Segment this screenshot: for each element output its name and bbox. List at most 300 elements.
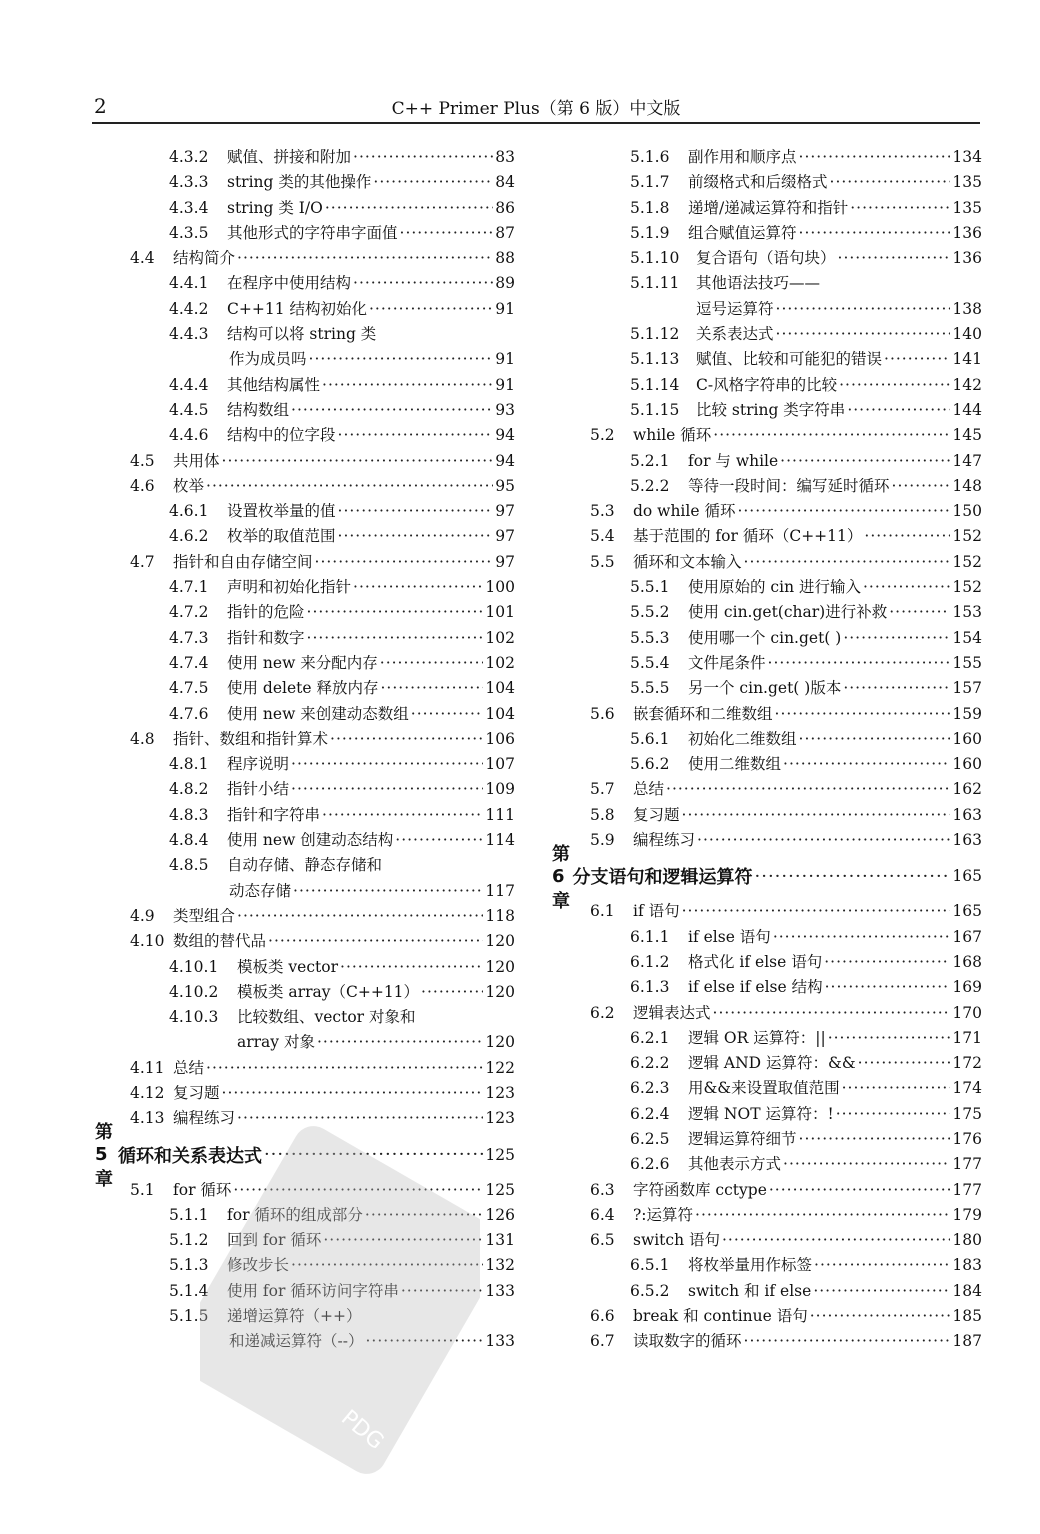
section-number: 5.4	[590, 527, 615, 546]
section-number: 4.6.2	[169, 527, 209, 546]
page-ref: 163	[952, 805, 982, 824]
section-title: string 类 I/O	[227, 198, 323, 217]
toc-subsection[interactable]	[95, 196, 515, 221]
toc-subsection[interactable]	[552, 246, 982, 271]
section-number: 5.1.7	[630, 173, 670, 192]
section-title: 和递减运算符（--）	[229, 1332, 364, 1351]
page-ref: 125	[485, 1180, 515, 1199]
page-ref: 134	[952, 148, 982, 166]
section-title: for 循环的组成部分	[227, 1205, 363, 1224]
toc-subsection[interactable]	[95, 499, 515, 524]
leader-dots	[783, 1152, 950, 1177]
section-number: 6.6	[590, 1307, 615, 1326]
section-title: if else if else 结构	[688, 978, 823, 997]
section-title: 递增运算符（++）	[227, 1307, 362, 1326]
section-number: 4.7.3	[169, 628, 209, 647]
toc-subsection[interactable]	[552, 322, 982, 347]
toc-subsection[interactable]	[552, 347, 982, 372]
page-ref: 118	[485, 906, 515, 925]
toc-subsection[interactable]	[95, 398, 515, 423]
toc-subsection[interactable]	[95, 423, 515, 448]
toc-entry-continuation[interactable]	[95, 1030, 515, 1055]
leader-dots	[322, 803, 483, 828]
section-number: 4.7.2	[169, 603, 209, 622]
toc-subsection[interactable]	[95, 145, 515, 170]
page-ref: 165	[952, 867, 982, 886]
section-number: 6.2.1	[630, 1028, 670, 1047]
leader-dots	[773, 925, 951, 950]
page-ref: 95	[495, 476, 515, 495]
section-number: 6.5	[590, 1231, 615, 1250]
toc-subsection[interactable]	[552, 1253, 982, 1278]
section-number: 5.1.11	[630, 274, 680, 293]
toc-subsection[interactable]	[95, 524, 515, 549]
leader-dots	[233, 1178, 483, 1203]
section-title: 字符函数库 cctype	[633, 1180, 767, 1199]
toc-subsection[interactable]	[552, 925, 982, 950]
leader-dots	[401, 1279, 484, 1304]
page-ref: 162	[952, 780, 982, 799]
toc-subsection[interactable]	[552, 196, 982, 221]
chapter-title: 循环和关系表达式	[117, 1145, 262, 1167]
toc-right-column	[552, 145, 982, 1355]
section-number: 4.7.4	[169, 653, 209, 672]
leader-dots	[769, 1178, 951, 1203]
section-number: 4.10.1	[169, 957, 219, 976]
page-ref: 167	[952, 927, 982, 946]
section-number: 5.2.2	[630, 476, 670, 495]
section-title: 使用 cin.get(char)进行补救	[688, 603, 888, 622]
toc-subsection[interactable]	[95, 1005, 515, 1030]
toc-subsection[interactable]	[552, 1152, 982, 1177]
toc-section[interactable]	[552, 777, 982, 802]
page-ref: 147	[952, 451, 982, 470]
section-title: 逻辑 NOT 运算符：!	[688, 1104, 834, 1123]
toc-entry-continuation[interactable]	[95, 879, 515, 904]
toc-section[interactable]	[552, 1203, 982, 1228]
toc-section[interactable]	[95, 1081, 515, 1106]
page-ref: 94	[495, 451, 515, 470]
section-number: 5.3	[590, 502, 615, 521]
section-number: 5.1.9	[630, 223, 670, 242]
toc-subsection[interactable]	[552, 271, 982, 296]
section-title: while 循环	[633, 426, 712, 445]
toc-subsection[interactable]	[95, 1228, 515, 1253]
section-number: 4.8.4	[169, 831, 209, 850]
leader-dots	[353, 271, 493, 296]
leader-dots	[847, 398, 950, 423]
leader-dots	[842, 1076, 951, 1101]
page-ref: 104	[485, 704, 515, 723]
section-number: 5.1.2	[169, 1231, 209, 1250]
page-ref: 170	[952, 1003, 982, 1022]
page-ref: 152	[952, 578, 982, 597]
section-title: 关系表达式	[696, 325, 774, 344]
section-title: 另一个 cin.get( )版本	[688, 679, 842, 698]
toc-subsection[interactable]	[95, 955, 515, 980]
toc-subsection[interactable]	[95, 575, 515, 600]
leader-dots	[380, 651, 484, 676]
toc-subsection[interactable]	[552, 1102, 982, 1127]
watermark-text: PDG	[336, 1405, 389, 1455]
toc-subsection[interactable]	[552, 975, 982, 1000]
leader-dots	[828, 1026, 951, 1051]
section-title: 使用二维数组	[688, 755, 782, 774]
toc-section[interactable]	[95, 550, 515, 575]
section-number: 5.8	[590, 805, 615, 824]
page-ref: 141	[952, 350, 982, 369]
section-number: 5.1.3	[169, 1256, 209, 1275]
toc-subsection[interactable]	[95, 221, 515, 246]
toc-section[interactable]	[552, 803, 982, 828]
section-number: 4.10	[130, 932, 165, 951]
leader-dots	[380, 676, 483, 701]
page-ref: 104	[485, 679, 515, 698]
page-ref: 152	[952, 527, 982, 546]
section-number: 5.1.5	[169, 1307, 209, 1326]
leader-dots	[317, 1030, 483, 1055]
toc-section[interactable]	[95, 904, 515, 929]
toc-subsection[interactable]	[95, 752, 515, 777]
toc-subsection[interactable]	[552, 474, 982, 499]
section-title: 数组的替代品	[173, 932, 267, 951]
toc-section[interactable]	[552, 828, 982, 853]
page-ref: 179	[952, 1205, 982, 1224]
page-ref: 184	[952, 1281, 982, 1300]
section-number: 5.9	[590, 831, 615, 850]
page-ref: 150	[952, 502, 982, 521]
section-title: 枚举的取值范围	[227, 527, 336, 546]
toc-subsection[interactable]	[552, 950, 982, 975]
toc-section[interactable]	[95, 929, 515, 954]
toc-section[interactable]	[552, 702, 982, 727]
section-title: 逗号运算符	[696, 299, 774, 318]
section-title: 格式化 if else 语句	[688, 952, 823, 971]
section-number: 5.5.4	[630, 653, 670, 672]
leader-dots	[863, 575, 950, 600]
page-ref: 171	[952, 1028, 982, 1047]
page-ref: 91	[495, 299, 515, 318]
leader-dots	[373, 170, 493, 195]
leader-dots	[264, 1144, 483, 1165]
section-number: 4.10.3	[169, 1008, 219, 1027]
section-title: if 语句	[633, 902, 680, 921]
section-number: 4.6	[130, 476, 155, 495]
toc-subsection[interactable]	[95, 651, 515, 676]
section-title: 结构中的位字段	[227, 426, 336, 445]
leader-dots	[776, 297, 951, 322]
section-title: 使用 new 创建动态结构	[227, 831, 394, 850]
section-number: 5.6.2	[630, 755, 670, 774]
leader-dots	[799, 145, 951, 170]
toc-subsection[interactable]	[552, 651, 982, 676]
page-number: 2	[94, 94, 107, 118]
toc-subsection[interactable]	[552, 449, 982, 474]
section-number: 4.7.5	[169, 679, 209, 698]
leader-dots	[340, 955, 483, 980]
page-ref: 145	[952, 426, 982, 445]
toc-section[interactable]	[95, 727, 515, 752]
toc-section[interactable]	[95, 246, 515, 271]
leader-dots	[799, 727, 951, 752]
toc-subsection[interactable]	[552, 373, 982, 398]
section-title: array 对象	[237, 1033, 315, 1052]
section-title: for 循环	[173, 1180, 232, 1199]
page-ref: 84	[495, 173, 515, 192]
page-ref: 123	[485, 1083, 515, 1102]
section-number: 6.5.1	[630, 1256, 670, 1275]
toc-subsection[interactable]	[552, 1026, 982, 1051]
page-ref: 97	[495, 527, 515, 546]
section-number: 6.1.1	[630, 927, 670, 946]
page-ref: 91	[495, 350, 515, 369]
leader-dots	[850, 196, 950, 221]
toc-subsection[interactable]	[95, 828, 515, 853]
toc-subsection[interactable]	[552, 600, 982, 625]
section-title: 基于范围的 for 循环（C++11）	[633, 527, 863, 546]
section-title: 逻辑 AND 运算符：&&	[688, 1054, 856, 1073]
section-title: 用&&来设置取值范围	[688, 1079, 840, 1098]
toc-section[interactable]	[552, 1304, 982, 1329]
toc-subsection[interactable]	[552, 398, 982, 423]
toc-section[interactable]	[95, 449, 515, 474]
section-number: 5.5.2	[630, 603, 670, 622]
section-title: 使用 new 来分配内存	[227, 653, 378, 672]
toc-subsection[interactable]	[552, 752, 982, 777]
leader-dots	[268, 929, 483, 954]
page-ref: 125	[485, 1145, 515, 1164]
section-number: 6.3	[590, 1180, 615, 1199]
leader-dots	[323, 1228, 483, 1253]
toc-subsection[interactable]	[95, 1253, 515, 1278]
section-number: 4.10.2	[169, 982, 219, 1001]
page-ref: 101	[485, 603, 515, 622]
section-title: 自动存储、静态存储和	[227, 856, 383, 875]
page-ref: 102	[485, 628, 515, 647]
toc-subsection[interactable]	[552, 1127, 982, 1152]
leader-dots	[365, 1329, 483, 1354]
leader-dots	[775, 702, 951, 727]
page-ref: 88	[495, 249, 515, 268]
section-title: 回到 for 循环	[227, 1231, 322, 1250]
page-ref: 102	[485, 653, 515, 672]
toc-section[interactable]	[95, 474, 515, 499]
toc-subsection[interactable]	[95, 373, 515, 398]
section-title: 使用哪一个 cin.get( )	[688, 628, 842, 647]
section-number: 4.4	[130, 249, 155, 268]
toc-section[interactable]	[95, 1106, 515, 1131]
section-number: 5.2	[590, 426, 615, 445]
section-number: 5.5	[590, 552, 615, 571]
page-ref: 133	[485, 1281, 515, 1300]
toc-subsection[interactable]	[552, 145, 982, 170]
section-number: 4.7	[130, 552, 155, 571]
section-number: 5.5.5	[630, 679, 670, 698]
section-number: 5.1.1	[169, 1205, 209, 1224]
toc-subsection[interactable]	[95, 322, 515, 347]
page-ref: 120	[485, 982, 515, 1001]
section-title: C++11 结构初始化	[227, 299, 367, 318]
toc-subsection[interactable]	[95, 1304, 515, 1329]
toc-subsection[interactable]	[95, 1279, 515, 1304]
toc-section[interactable]	[552, 550, 982, 575]
section-title: 总结	[173, 1058, 205, 1077]
section-title: 程序说明	[227, 755, 290, 774]
toc-subsection[interactable]	[552, 170, 982, 195]
toc-subsection[interactable]	[552, 626, 982, 651]
toc-subsection[interactable]	[95, 980, 515, 1005]
section-title: 动态存储	[229, 881, 292, 900]
section-title: 作为成员吗	[229, 350, 307, 369]
leader-dots	[722, 1228, 950, 1253]
chapter-title: 分支语句和逻辑运算符	[572, 867, 753, 889]
section-title: 复习题	[633, 805, 680, 824]
toc-subsection[interactable]	[95, 777, 515, 802]
page-ref: 177	[952, 1180, 982, 1199]
page-ref: 122	[485, 1058, 515, 1077]
page-ref: 154	[952, 628, 982, 647]
toc-subsection[interactable]	[95, 676, 515, 701]
toc-subsection[interactable]	[552, 575, 982, 600]
toc-subsection[interactable]	[552, 221, 982, 246]
section-title: 复合语句（语句块）	[696, 249, 836, 268]
section-title: for 与 while	[688, 451, 779, 470]
leader-dots	[411, 702, 484, 727]
section-number: 5.5.3	[630, 628, 670, 647]
section-number: 5.6	[590, 704, 615, 723]
page-ref: 135	[952, 173, 982, 192]
section-title: 初始化二维数组	[688, 729, 797, 748]
page-ref: 109	[485, 780, 515, 799]
section-number: 4.4.5	[169, 400, 209, 419]
toc-section[interactable]	[552, 1329, 982, 1354]
leader-dots	[291, 777, 483, 802]
page-ref: 152	[952, 552, 982, 571]
section-number: 4.4.1	[169, 274, 209, 293]
toc-section[interactable]	[552, 1228, 982, 1253]
page-ref: 165	[952, 902, 982, 921]
toc-section[interactable]	[552, 524, 982, 549]
page-ref: 163	[952, 831, 982, 850]
toc-subsection[interactable]	[552, 1279, 982, 1304]
section-number: 4.9	[130, 906, 155, 925]
toc-section[interactable]	[552, 1001, 982, 1026]
section-number: 4.3.3	[169, 173, 209, 192]
section-number: 6.1.3	[630, 978, 670, 997]
toc-subsection[interactable]	[95, 803, 515, 828]
toc-subsection[interactable]	[552, 1076, 982, 1101]
section-title: 类型组合	[173, 906, 236, 925]
toc-subsection[interactable]	[95, 626, 515, 651]
toc-subsection[interactable]	[552, 676, 982, 701]
section-number: 5.7	[590, 780, 615, 799]
page-ref: 148	[952, 476, 982, 495]
page-ref: 123	[485, 1109, 515, 1128]
toc-section[interactable]	[95, 1178, 515, 1203]
toc-subsection[interactable]	[95, 271, 515, 296]
section-number: 4.8.3	[169, 805, 209, 824]
toc-subsection[interactable]	[95, 853, 515, 878]
leader-dots	[307, 600, 484, 625]
toc-entry-continuation[interactable]	[552, 297, 982, 322]
toc-subsection[interactable]	[95, 1203, 515, 1228]
section-number: 4.4.4	[169, 375, 209, 394]
page-ref: 93	[495, 400, 515, 419]
section-title: break 和 continue 语句	[633, 1307, 808, 1326]
section-title: 比较 string 类字符串	[696, 400, 846, 419]
section-title: 声明和初始化指针	[227, 578, 352, 597]
toc-subsection[interactable]	[95, 170, 515, 195]
section-title: 共用体	[173, 451, 220, 470]
page-ref: 153	[952, 603, 982, 622]
section-number: 4.8.5	[169, 856, 209, 875]
section-title: 在程序中使用结构	[227, 274, 352, 293]
leader-dots	[744, 1329, 951, 1354]
leader-dots	[237, 1106, 483, 1131]
section-number: 5.1.10	[630, 249, 680, 268]
toc-section[interactable]	[552, 423, 982, 448]
section-number: 4.3.5	[169, 223, 209, 242]
toc-section[interactable]	[95, 1056, 515, 1081]
section-title: 编程练习	[633, 831, 696, 850]
toc-section[interactable]	[552, 899, 982, 924]
leader-dots	[697, 828, 950, 853]
leader-dots	[666, 777, 950, 802]
section-title: if else 语句	[688, 927, 771, 946]
leader-dots	[824, 950, 950, 975]
leader-dots	[783, 752, 950, 777]
section-title: 逻辑运算符细节	[688, 1129, 797, 1148]
toc-entry-continuation[interactable]	[95, 347, 515, 372]
section-title: 副作用和顺序点	[688, 148, 797, 166]
page-ref: 117	[485, 881, 515, 900]
section-number: 5.1.13	[630, 350, 680, 369]
leader-dots	[206, 474, 493, 499]
section-number: 5.2.1	[630, 451, 670, 470]
leader-dots	[838, 246, 951, 271]
page-ref: 83	[495, 148, 515, 166]
section-number: 6.2	[590, 1003, 615, 1022]
section-title: do while 循环	[633, 502, 736, 521]
toc-subsection[interactable]	[552, 727, 982, 752]
toc-subsection[interactable]	[95, 297, 515, 322]
section-title: 递增/递减运算符和指针	[688, 198, 849, 217]
section-title: 模板类 vector	[237, 957, 339, 976]
leader-dots	[315, 550, 494, 575]
leader-dots	[830, 170, 951, 195]
page-ref: 142	[952, 375, 982, 394]
section-title: 前缀格式和后缀格式	[688, 173, 828, 192]
section-title: 赋值、拼接和附加	[227, 148, 352, 166]
section-title: 模板类 array（C++11）	[237, 982, 420, 1001]
toc-subsection[interactable]	[552, 1051, 982, 1076]
page-ref: 120	[485, 957, 515, 976]
toc-subsection[interactable]	[95, 702, 515, 727]
leader-dots	[369, 297, 493, 322]
section-title: 指针的危险	[227, 603, 305, 622]
toc-section[interactable]	[552, 499, 982, 524]
section-number: 4.12	[130, 1083, 165, 1102]
section-title: 组合赋值运算符	[688, 223, 797, 242]
leader-dots	[353, 145, 493, 170]
toc-section[interactable]	[552, 1178, 982, 1203]
section-title: 嵌套循环和二维数组	[633, 704, 773, 723]
toc-entry-continuation[interactable]	[95, 1329, 515, 1354]
leader-dots	[884, 347, 950, 372]
toc-subsection[interactable]	[95, 600, 515, 625]
page-ref: 155	[952, 653, 982, 672]
page-ref: 177	[952, 1155, 982, 1174]
